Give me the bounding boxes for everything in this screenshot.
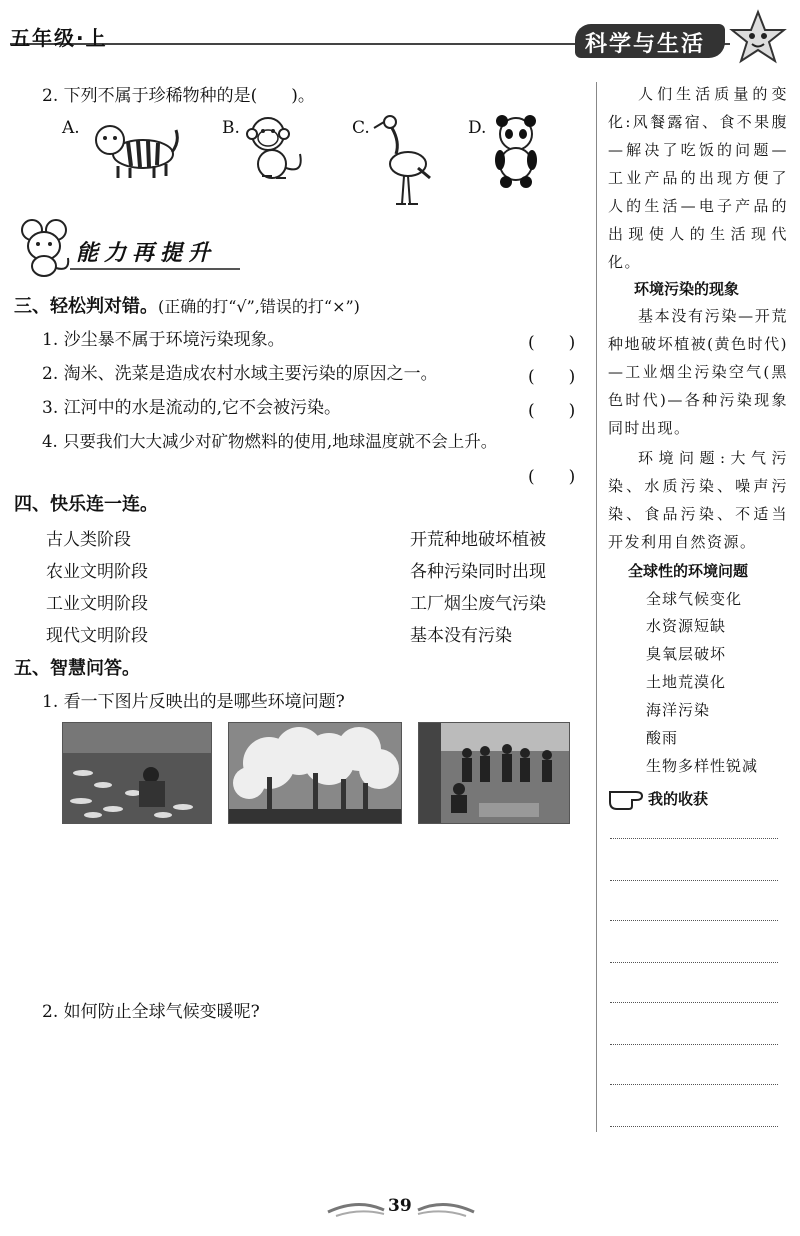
harvest-heading: 我的收获 xyxy=(648,790,709,808)
answer-paren-2[interactable]: ( ) xyxy=(528,367,576,387)
question-rare-species: 2. 下列不属于珍稀物种的是( )。 xyxy=(42,86,315,106)
stage-left-4[interactable]: 现代文明阶段 xyxy=(46,626,148,646)
factory-smoke-photo xyxy=(228,722,402,824)
option-d-label: D. xyxy=(468,118,487,138)
answer-paren-1[interactable]: ( ) xyxy=(528,333,576,353)
global-issue-item: 水资源短缺 xyxy=(646,617,727,635)
stage-right-2[interactable]: 各种污染同时出现 xyxy=(410,562,546,582)
grade-label: 五年级·上 xyxy=(10,26,108,50)
star-mascot-icon xyxy=(728,8,788,68)
section-5-title: 五、智慧问答。 xyxy=(14,658,140,679)
section-4-title: 四、快乐连一连。 xyxy=(14,494,158,515)
stage-left-2[interactable]: 农业文明阶段 xyxy=(46,562,148,582)
panda-icon xyxy=(488,114,544,190)
option-b-label: B. xyxy=(222,118,240,138)
option-c-label: C. xyxy=(352,118,370,138)
judge-item-1: 1. 沙尘暴不属于环境污染现象。 xyxy=(42,330,285,350)
monkey-icon xyxy=(244,114,310,184)
global-issue-item: 全球气候变化 xyxy=(646,590,743,608)
judge-item-3: 3. 江河中的水是流动的,它不会被污染。 xyxy=(42,398,342,418)
stage-left-3[interactable]: 工业文明阶段 xyxy=(46,594,148,614)
global-issue-item: 土地荒漠化 xyxy=(646,673,727,691)
sidebar-heading-pollution: 环境污染的现象 xyxy=(634,280,740,298)
harvest-line[interactable] xyxy=(610,962,778,963)
sidebar-pollution-history: 基本没有污染—开荒种地破坏植被(黄色时代)—工业烟尘污染空气(黑色时代)—各种污染现象同时出现。 xyxy=(608,307,788,437)
sidebar-environment-problems: 环境问题:大气污染、水质污染、噪声污染、食品污染、不适当开发利用自然资源。 xyxy=(608,449,788,551)
answer-paren-4[interactable]: ( ) xyxy=(528,467,576,487)
question-climate: 2. 如何防止全球气候变暖呢? xyxy=(42,1002,260,1022)
harvest-line[interactable] xyxy=(610,1126,778,1127)
global-issue-item: 酸雨 xyxy=(646,729,679,747)
stage-left-1[interactable]: 古人类阶段 xyxy=(46,530,131,550)
option-a-label: A. xyxy=(62,118,80,138)
stage-right-1[interactable]: 开荒种地破坏植被 xyxy=(410,530,546,550)
section-3-title xyxy=(14,294,360,320)
sidebar-divider xyxy=(596,82,597,1132)
stage-right-4[interactable]: 基本没有污染 xyxy=(410,626,512,646)
pointing-hand-icon xyxy=(606,786,648,810)
sidebar-intro: 人们生活质量的变化:风餐露宿、食不果腹—解决了吃饭的问题—工业产品的出现方便了人的生活—电子产品的出现使人的生活现代化。 xyxy=(608,85,788,271)
page-number: 39 xyxy=(388,1196,412,1216)
dead-fish-photo xyxy=(62,722,212,824)
banner-title: 能力再提升 xyxy=(76,241,217,266)
harvest-line[interactable] xyxy=(610,1002,778,1003)
banner-underline xyxy=(70,268,240,270)
global-issue-item: 海洋污染 xyxy=(646,701,711,719)
global-issue-item: 生物多样性锐减 xyxy=(646,757,759,775)
harvest-line[interactable] xyxy=(610,838,778,839)
mouse-mascot-icon xyxy=(14,218,74,278)
question-photos: 1. 看一下图片反映出的是哪些环境问题? xyxy=(42,692,345,712)
section-3-note: (正确的打“√”,错误的打“×”) xyxy=(158,297,360,316)
section-3-heading: 三、轻松判对错。 xyxy=(14,296,158,317)
crane-icon xyxy=(372,112,434,208)
brand-title: 科学与生活 xyxy=(585,32,706,57)
judge-item-4: 4. 只要我们大大减少对矿物燃料的使用,地球温度就不会上升。 xyxy=(42,432,498,451)
answer-paren-3[interactable]: ( ) xyxy=(528,401,576,421)
sidebar-heading-global: 全球性的环境问题 xyxy=(628,562,749,580)
stage-right-3[interactable]: 工厂烟尘废气污染 xyxy=(410,594,546,614)
harvest-line[interactable] xyxy=(610,920,778,921)
harvest-line[interactable] xyxy=(610,1044,778,1045)
tiger-icon xyxy=(88,116,180,182)
judge-item-2: 2. 淘米、洗菜是造成农村水域主要污染的原因之一。 xyxy=(42,364,438,384)
harvest-line[interactable] xyxy=(610,1084,778,1085)
global-issue-item: 臭氧层破坏 xyxy=(646,645,727,663)
drought-people-photo xyxy=(418,722,570,824)
harvest-line[interactable] xyxy=(610,880,778,881)
